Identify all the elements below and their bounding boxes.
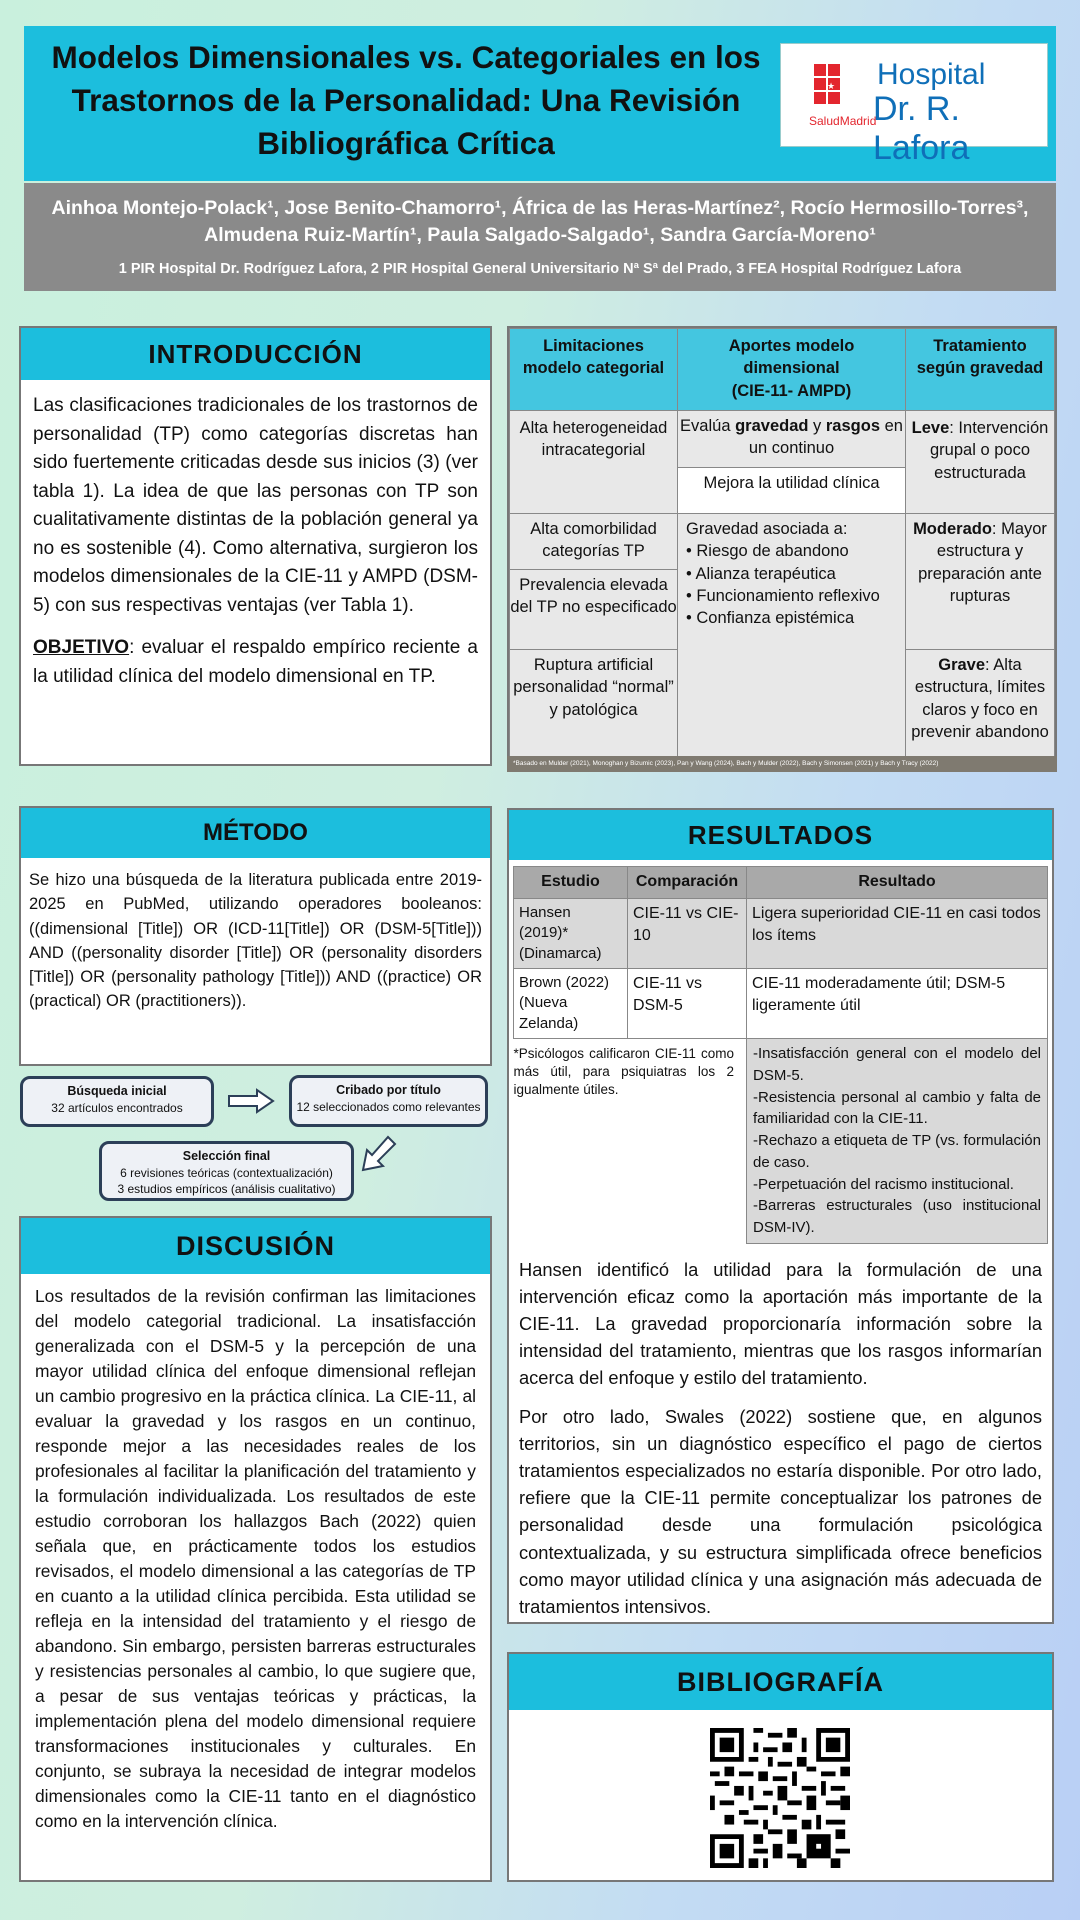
r1-estudio: Hansen (2019)* (Dinamarca)	[514, 899, 628, 969]
barrier-item: -Perpetuación del racismo institucional.	[753, 1175, 1014, 1193]
table1-footnote: *Basado en Mulder (2021), Monoghan y Bizumic (2023), Pan y Wang (2024), Bach y Mulder (2022), Bach y Simonsen (2021) y Bach y Tracy (2022)	[507, 756, 1057, 772]
metodo-heading: MÉTODO	[21, 808, 490, 858]
bibliografia-box	[507, 1652, 1054, 1882]
dim1-post: en un continuo	[748, 417, 903, 458]
resultados-box	[507, 808, 1054, 1624]
logo-line1: Hospital	[877, 58, 986, 91]
r2-estudio: Brown (2022) (Nueva Zelanda)	[514, 969, 628, 1039]
barrier-item: -Insatisfacción general con el modelo del DSM-5.	[753, 1045, 1041, 1084]
flow-step-2	[289, 1075, 488, 1127]
intro-heading: INTRODUCCIÓN	[21, 328, 490, 380]
barrier-item: -Barreras estructurales (uso institucional DSM-IV).	[753, 1197, 1041, 1236]
dim3-item: • Riesgo de abandono	[686, 542, 849, 561]
barrier-item: -Resistencia personal al cambio y falta de familiaridad con la CIE-11.	[753, 1088, 1041, 1128]
resultados-heading: RESULTADOS	[509, 810, 1052, 860]
poster-title: Modelos Dimensionales vs. Categoriales en los Trastornos de la Personalidad: Una Revisión Bibliográfica Crítica	[51, 39, 761, 161]
arrow-right-icon	[227, 1088, 275, 1114]
intro-text: Las clasificaciones tradicionales de los trastornos de personalidad (TP) como categorías discretas han sido fuertemente criticadas desde sus inicios (3) (ver tabla 1). La idea de que las personas con TP son cualitativamente distintas de la población general ya no es sostenible (4). Como alternativa, surgieron los modelos dimensionales de la CIE-11 y AMPD (DSM-5) con sus respectivas ventajas (ver Tabla 1).	[33, 395, 478, 616]
barrier-item: -Rechazo a etiqueta de TP (vs. formulación de caso.	[753, 1132, 1041, 1171]
results-paragraph-1: Hansen identificó la utilidad para la formulación de una intervención eficaz como la aportación más importante de la CIE-11. La gravedad proporcionaría información sobre la intensidad del tratamiento, mientras que los rasgos informarían acerca del enfoque y estilo del tratamiento.	[519, 1258, 1042, 1389]
flow-step-3	[99, 1141, 354, 1201]
dim1-mid: y	[808, 417, 826, 435]
table-row	[514, 899, 1048, 969]
grave-text: : Alta estructura, límites claros y foco en prevenir abandono	[911, 656, 1049, 741]
flow1-text: 32 artículos encontrados	[51, 1100, 183, 1115]
authors-band	[24, 183, 1056, 291]
qr-code-icon[interactable]	[710, 1728, 850, 1868]
dim3-item: • Funcionamiento reflexivo	[686, 586, 880, 605]
dim3-item: • Alianza terapéutica	[686, 564, 836, 583]
mod-label: Moderado	[913, 520, 992, 538]
affiliations: 1 PIR Hospital Dr. Rodríguez Lafora, 2 PIR Hospital General Universitario Nª Sª del Prado, 3 FEA Hospital Rodríguez Lafora	[118, 260, 962, 277]
dim3-list	[686, 540, 897, 629]
table1-col1: Limitaciones modelo categorial	[510, 329, 678, 411]
authors-line-2: Almudena Ruiz-Martín¹, Paula Salgado-Salgado¹, Sandra García-Moreno¹	[204, 223, 876, 246]
arrow-down-left-icon	[358, 1134, 398, 1174]
mod-text: : Mayor estructura y preparación ante rupturas	[918, 520, 1047, 605]
table1-col2	[678, 329, 906, 411]
table1-box	[507, 326, 1057, 772]
dim3-item-text: Funcionamiento reflexivo	[696, 586, 880, 605]
grave-label: Grave	[938, 656, 986, 674]
dim3-item-text: Confianza epistémica	[696, 609, 855, 628]
hospital-logo	[780, 43, 1048, 167]
bibliografia-heading: BIBLIOGRAFÍA	[509, 1654, 1052, 1710]
table1-moderado	[906, 514, 1055, 650]
table1-lim-4: Ruptura artificial personalidad “normal” y patológica	[510, 650, 678, 758]
th-resultado: Resultado	[747, 867, 1048, 899]
flow3-line1: 6 revisiones teóricas (contextualización)	[120, 1165, 333, 1180]
results-note: *Psicólogos calificaron CIE-11 como más útil, para psiquiatras los 2 igualmente útiles.	[514, 1039, 747, 1244]
leve-label: Leve	[911, 419, 950, 437]
table1-col2b: (CIE-11- AMPD)	[731, 381, 852, 400]
flow2-text: 12 seleccionados como relevantes	[296, 1099, 481, 1114]
flow3-title: Selección final	[182, 1149, 271, 1163]
metodo-box	[19, 806, 492, 1066]
dim1-b1: gravedad	[735, 417, 809, 435]
table1-leve	[906, 411, 1055, 514]
table-row	[514, 969, 1048, 1039]
table1-col2a: Aportes modelo dimensional	[728, 337, 855, 378]
results-table	[513, 866, 1048, 1244]
table1	[509, 328, 1055, 758]
dim3-item-text: Alianza terapéutica	[695, 564, 836, 583]
r1-comp: CIE-11 vs CIE-10	[628, 899, 747, 969]
results-paragraph-2: Por otro lado, Swales (2022) sostiene que, en algunos territorios, sin un diagnóstico específico el pago de ciertos tratamientos especializados no estaría disponible. Por otro lado, refiere que la CIE-11 permite conceptualizar los patrones de personalidad desde una formulación psicológica contextualizada, y su estructura simplificada ofrece beneficios como mayor utilidad clínica y una asignación más adecuada de tratamientos intensivos.	[519, 1406, 1042, 1617]
barriers-cell	[747, 1039, 1048, 1244]
leve-text: : Intervención grupal o poco estructurada	[930, 419, 1049, 482]
authors-line-1: Ainhoa Montejo-Polack¹, Jose Benito-Chamorro¹, África de las Heras-Martínez², Rocío Hermosillo-Torres³,	[51, 197, 1029, 219]
table1-grave	[906, 650, 1055, 758]
table-row	[514, 1039, 1048, 1244]
r2-res: CIE-11 moderadamente útil; DSM-5 ligeramente útil	[747, 969, 1048, 1039]
table1-dim-1	[678, 411, 906, 468]
objective-text: : evaluar el respaldo empírico reciente a la utilidad clínica del modelo dimensional en TP.	[33, 637, 478, 687]
dim1-b2: rasgos	[825, 417, 880, 435]
th-estudio: Estudio	[514, 867, 628, 899]
flow1-title: Búsqueda inicial	[67, 1084, 167, 1098]
discusion-heading: DISCUSIÓN	[21, 1218, 490, 1274]
r1-res: Ligera superioridad CIE-11 en casi todos los ítems	[747, 899, 1048, 969]
discusion-box	[19, 1216, 492, 1882]
logo-sub: SaludMadrid	[809, 114, 877, 128]
flow2-title: Cribado por título	[336, 1083, 441, 1097]
logo-line2: Dr. R. Lafora	[873, 90, 970, 167]
intro-objective	[33, 634, 478, 691]
dim1-pre: Evalúa	[680, 417, 736, 435]
dim3-item: • Confianza epistémica	[686, 609, 855, 628]
table1-col3: Tratamiento según gravedad	[906, 329, 1055, 411]
metodo-text: Se hizo una búsqueda de la literatura publicada entre 2019-2025 en PubMed, utilizando operadores booleanos: ((dimensional [Title]) OR (ICD-11[Title]) OR (DSM-5[Title])) AND ((personality disorder [Title]) OR (personality disorders [Title]) OR (personality pathology [Title])) AND ((practice) OR (practical) OR (practitioners)).	[29, 871, 482, 1011]
dim3-item-text: Riesgo de abandono	[696, 542, 849, 561]
table1-lim-1: Alta heterogeneidad intracategorial	[510, 411, 678, 514]
table1-dim-2: Mejora la utilidad clínica	[678, 468, 906, 514]
table1-lim-3: Prevalencia elevada del TP no especificado	[510, 570, 678, 650]
table1-lim-2: Alta comorbilidad categorías TP	[510, 514, 678, 570]
dim3-head: Gravedad asociada a:	[686, 520, 848, 538]
flow3-line2: 3 estudios empíricos (análisis cualitativo)	[117, 1182, 336, 1197]
intro-box	[19, 326, 492, 766]
th-comparacion: Comparación	[628, 867, 747, 899]
table1-dim-3	[678, 514, 906, 758]
svg-text:★: ★	[826, 82, 836, 92]
r2-comp: CIE-11 vs DSM-5	[628, 969, 747, 1039]
objective-label: OBJETIVO	[33, 637, 130, 658]
discusion-text: Los resultados de la revisión confirman las limitaciones del modelo categorial tradicional. La insatisfacción generalizada con el DSM-5 y la percepción de una mayor utilidad clínica del enfoque dimensional reflejan un cambio progresivo en la práctica clínica. La CIE-11, al evaluar la gravedad y los rasgos en un continuo, responde mejor a las necesidades reales de los profesionales al facilitar la planificación del tratamiento y la formulación individualizada. Los resultados de este estudio corroboran los hallazgos Bach (2022) quien señala que, en prácticamente todos los estudios revisados, el modelo dimensional a las categorías de TP en cuanto a la utilidad clínica percibida. Esta utilidad se refleja en la intensidad del tratamiento y el riesgo de abandono. Sin embargo, persisten barreras estructurales y resistencias personales al cambio, lo que sugiere que, a pesar de sus ventajas teóricas y prácticas, la implementación plena del modelo dimensional requiere transformaciones institucionales y culturales. En conjunto, se subraya la necesidad de integrar modelos dimensionales como la CIE-11 tanto en el diagnóstico como en la intervención clínica.	[35, 1286, 476, 1832]
flow-step-1	[20, 1076, 214, 1127]
